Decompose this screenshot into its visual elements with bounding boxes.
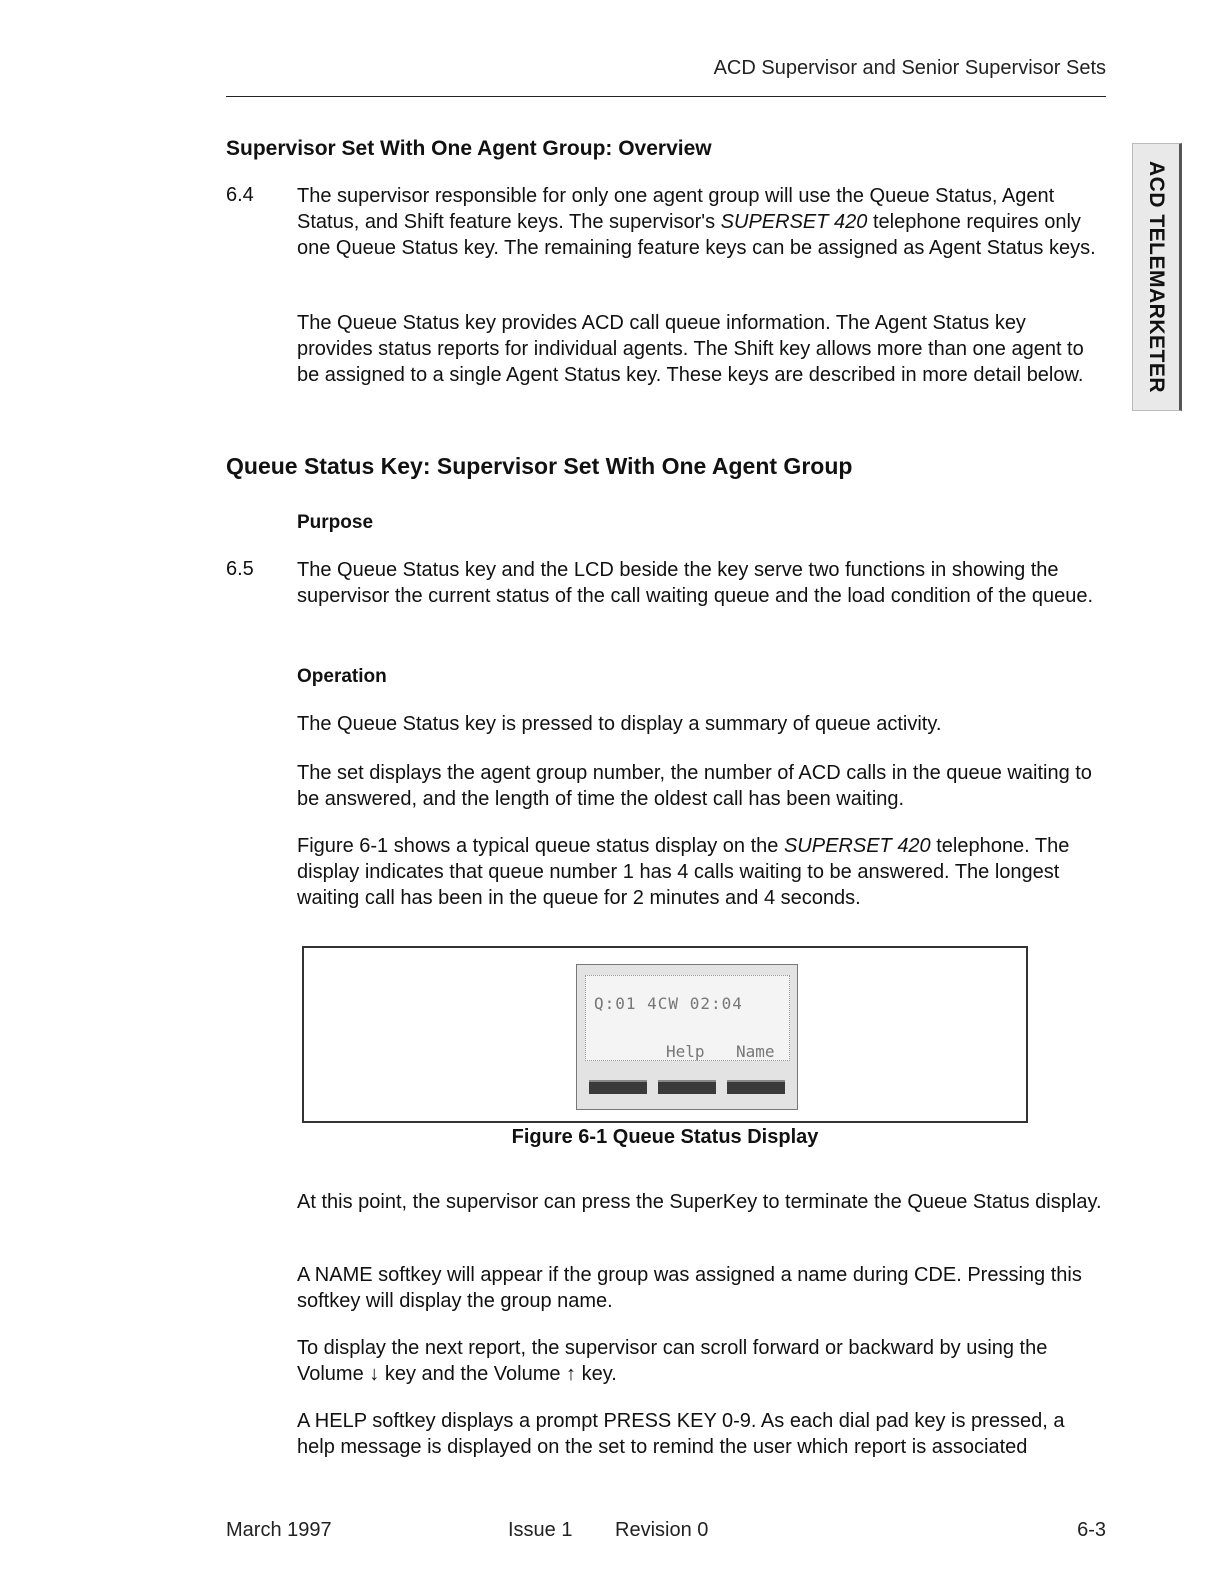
operation-subheading: Operation xyxy=(297,666,387,687)
lcd-display xyxy=(576,964,798,1110)
section-side-tab xyxy=(1132,143,1182,411)
operation-paragraph-1: The Queue Status key is pressed to display a summary of queue activity. xyxy=(297,713,942,735)
after-figure-paragraph-3: To display the next report, the supervisor can scroll forward or backward by using the Volume ↓ key and the Volume ↑ key. xyxy=(297,1337,1048,1385)
figure-caption: Figure 6-1 Queue Status Display xyxy=(511,1126,819,1148)
softkey-3 xyxy=(727,1080,785,1094)
lcd-name-label: Name xyxy=(736,1042,775,1061)
lcd-status-line: Q:01 4CW 02:04 xyxy=(594,994,743,1013)
side-tab-label: ACD TELEMARKETER xyxy=(1145,161,1168,393)
purpose-subheading: Purpose xyxy=(297,512,374,533)
footer-revision: Revision 0 xyxy=(615,1519,709,1541)
paragraph-number-6-4: 6.4 xyxy=(226,184,254,206)
lcd-help-label: Help xyxy=(666,1042,705,1061)
after-figure-paragraph-2: A NAME softkey will appear if the group was assigned a name during CDE. Pressing this softkey will display the group name. xyxy=(297,1264,1082,1312)
overview-heading: Supervisor Set With One Agent Group: Overview xyxy=(226,137,712,160)
operation-paragraph-3: Figure 6-1 shows a typical queue status display on the SUPERSET 420 telephone. The display indicates that queue number 1 has 4 calls waiting to be answered. The longest waiting call has been in the queue for 2 minutes and 4 seconds. xyxy=(297,835,1070,909)
softkey-1 xyxy=(589,1080,647,1094)
header-rule xyxy=(226,96,1106,97)
running-header: ACD Supervisor and Senior Supervisor Sets xyxy=(713,57,1106,79)
footer-date: March 1997 xyxy=(226,1519,332,1541)
lcd-screen xyxy=(585,975,790,1061)
footer-page-number: 6-3 xyxy=(1077,1519,1106,1541)
softkey-2 xyxy=(658,1080,716,1094)
overview-paragraph-2: The Queue Status key provides ACD call queue information. The Agent Status key provides status reports for individual agents. The Shift key allows more than one agent to be assigned to a single Agent Status key. These keys are described in more detail below. xyxy=(297,312,1084,386)
footer-issue: Issue 1 xyxy=(508,1519,573,1541)
product-name: SUPERSET 420 xyxy=(783,835,931,857)
purpose-paragraph: The Queue Status key and the LCD beside the key serve two functions in showing the supervisor the current status of the call waiting queue and the load condition of the queue. xyxy=(297,559,1094,607)
overview-paragraph-1: The supervisor responsible for only one agent group will use the Queue Status, Agent Status, and Shift feature keys. The supervisor's SUPERSET 420 telephone requires only one Queue Status key. The remaining feature keys can be assigned as Agent Status keys. xyxy=(297,185,1096,259)
product-name: SUPERSET 420 xyxy=(720,211,868,233)
queue-status-heading: Queue Status Key: Supervisor Set With One Agent Group xyxy=(226,453,853,479)
after-figure-paragraph-4: A HELP softkey displays a prompt PRESS KEY 0-9. As each dial pad key is pressed, a help message is displayed on the set to remind the user which report is associated xyxy=(297,1410,1065,1458)
paragraph-number-6-5: 6.5 xyxy=(226,558,254,580)
operation-paragraph-2: The set displays the agent group number, the number of ACD calls in the queue waiting to be answered, and the length of time the oldest call has been waiting. xyxy=(297,762,1092,810)
after-figure-paragraph-1: At this point, the supervisor can press the SuperKey to terminate the Queue Status display. xyxy=(297,1191,1102,1213)
